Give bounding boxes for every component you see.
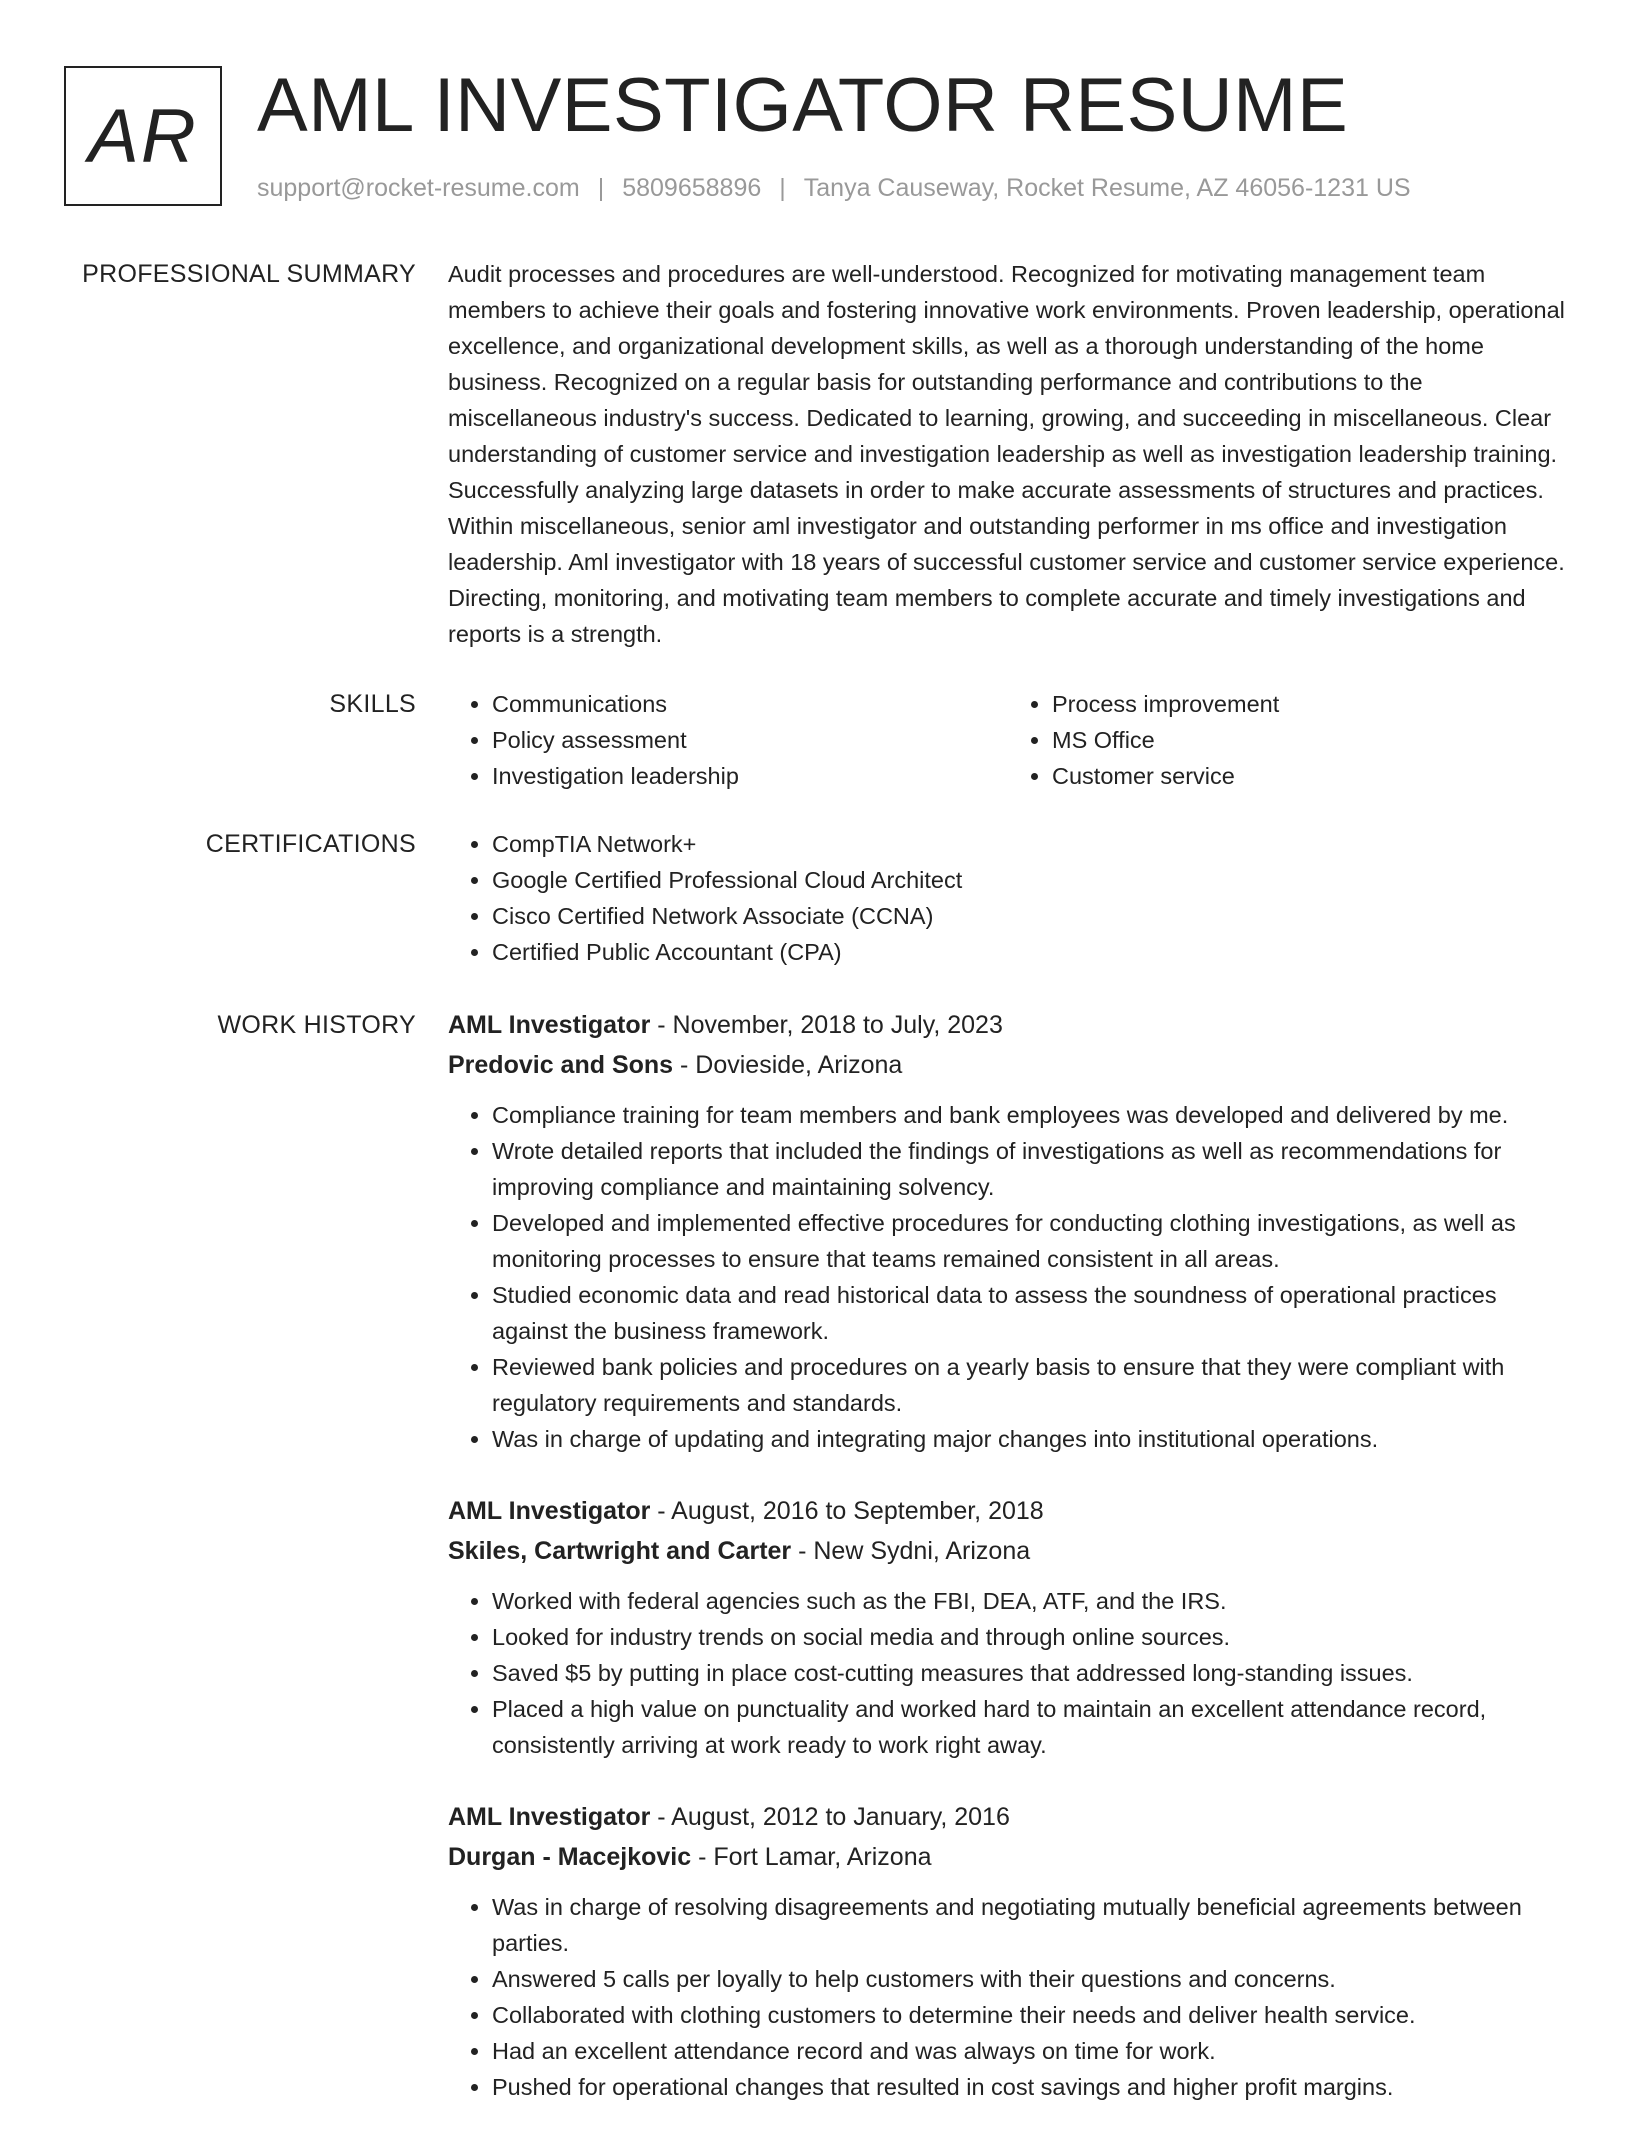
contact-separator: |: [779, 174, 786, 202]
job-location: - Dovieside, Arizona: [673, 1051, 903, 1079]
resume-title: AML INVESTIGATOR RESUME: [257, 63, 1349, 148]
job-bullet: • Answered 5 calls per loyally to help customers with their questions and concerns.: [492, 1961, 1568, 1997]
job-title-line: [448, 1005, 1568, 1045]
certification-item: • Certified Public Accountant (CPA): [492, 934, 1568, 970]
job-company-line: [448, 1045, 1568, 1085]
job-bullet: • Collaborated with clothing customers to determine their needs and deliver health service.: [492, 1997, 1568, 2033]
job-bullet: • Placed a high value on punctuality and worked hard to maintain an excellent attendance record, consistently arriving at work ready to work right away.: [492, 1691, 1568, 1763]
job-bullet: • Studied economic data and read historical data to assess the soundness of operational practices against the business framework.: [492, 1277, 1568, 1349]
job-location: - Fort Lamar, Arizona: [691, 1843, 932, 1871]
job-bullet: • Was in charge of resolving disagreements and negotiating mutually beneficial agreements between parties.: [492, 1889, 1568, 1961]
job-bullet: • Wrote detailed reports that included the findings of investigations as well as recommendations for improving compliance and maintaining solvency.: [492, 1133, 1568, 1205]
job-company-line: [448, 1531, 1568, 1571]
job-bullet: • Looked for industry trends on social media and through online sources.: [492, 1619, 1568, 1655]
certification-item: • Cisco Certified Network Associate (CCNA): [492, 898, 1568, 934]
job-company-line: [448, 1837, 1568, 1877]
job-title-line: [448, 1797, 1568, 1837]
skill-item: • Customer service: [1052, 758, 1568, 794]
contact-phone: 5809658896: [622, 174, 762, 202]
work-history-body: [448, 1005, 1568, 2139]
job-bullets: [448, 1583, 1568, 1763]
skill-item: • MS Office: [1052, 722, 1568, 758]
skills-list-right: [1008, 686, 1568, 794]
job-location: - New Sydni, Arizona: [791, 1537, 1031, 1565]
section-heading-skills: SKILLS: [329, 690, 416, 718]
skill-item: • Investigation leadership: [492, 758, 1008, 794]
skills-body: [448, 686, 1568, 794]
section-heading-work-history: WORK HISTORY: [217, 1011, 416, 1039]
job-title: AML Investigator: [448, 1011, 651, 1039]
job-dates: - November, 2018 to July, 2023: [650, 1011, 1003, 1039]
job-bullet: • Was in charge of updating and integrating major changes into institutional operations.: [492, 1421, 1568, 1457]
job-company: Predovic and Sons: [448, 1051, 674, 1079]
job-title: AML Investigator: [448, 1803, 651, 1831]
job-company: Durgan - Macejkovic: [448, 1843, 692, 1871]
job-company: Skiles, Cartwright and Carter: [448, 1537, 792, 1565]
job-bullet: • Reviewed bank policies and procedures on a yearly basis to ensure that they were compliant with regulatory requirements and standards.: [492, 1349, 1568, 1421]
job-bullets: [448, 1889, 1568, 2105]
job-bullet: • Pushed for operational changes that resulted in cost savings and higher profit margins.: [492, 2069, 1568, 2105]
skills-list-left: [448, 686, 1008, 794]
section-heading-certifications: CERTIFICATIONS: [205, 830, 416, 858]
job-entry: [448, 1797, 1568, 2105]
skill-item: • Policy assessment: [492, 722, 1008, 758]
job-title: AML Investigator: [448, 1497, 651, 1525]
contact-line: [257, 174, 1411, 203]
certification-item: • CompTIA Network+: [492, 826, 1568, 862]
resume-header: [64, 63, 1564, 216]
job-bullet: • Developed and implemented effective procedures for conducting clothing investigations, as well as monitoring processes to ensure that teams remained consistent in all areas.: [492, 1205, 1568, 1277]
job-bullets: [448, 1097, 1568, 1457]
job-title-line: [448, 1491, 1568, 1531]
job-dates: - August, 2012 to January, 2016: [650, 1803, 1010, 1831]
contact-separator: |: [597, 174, 605, 202]
job-bullet: • Worked with federal agencies such as the FBI, DEA, ATF, and the IRS.: [492, 1583, 1568, 1619]
job-bullet: • Had an excellent attendance record and was always on time for work.: [492, 2033, 1568, 2069]
contact-address: Tanya Causeway, Rocket Resume, AZ 46056-1231 US: [803, 174, 1411, 202]
section-heading-summary: PROFESSIONAL SUMMARY: [82, 260, 416, 288]
skill-item: • Process improvement: [1052, 686, 1568, 722]
job-bullet: • Compliance training for team members and bank employees was developed and delivered by me.: [492, 1097, 1568, 1133]
certifications-list: [448, 826, 1568, 970]
job-bullet: • Saved $5 by putting in place cost-cutting measures that addressed long-standing issues.: [492, 1655, 1568, 1691]
certification-item: • Google Certified Professional Cloud Architect: [492, 862, 1568, 898]
certifications-body: [448, 826, 1568, 970]
summary-text: Audit processes and procedures are well-understood. Recognized for motivating management team members to achieve their goals and fostering innovative work environments. Proven leadership, operational excellence, and organizational development skills, as well as a thorough understanding of the home business. Recognized on a regular basis for outstanding performance and contributions to the miscellaneous industry's success. Dedicated to learning, growing, and succeeding in miscellaneous. Clear understanding of customer service and investigation leadership as well as investigation leadership training. Successfully analyzing large datasets in order to make accurate assessments of structures and practices. Within miscellaneous, senior aml investigator and outstanding performer in ms office and investigation leadership. Aml investigator with 18 years of successful customer service and customer service experience. Directing, monitoring, and motivating team members to complete accurate and timely investigations and reports is a strength.: [448, 261, 1565, 647]
job-entry: [448, 1491, 1568, 1763]
summary-body: [448, 256, 1568, 652]
skill-item: • Communications: [492, 686, 1008, 722]
contact-email: support@rocket-resume.com: [257, 174, 580, 202]
job-entry: [448, 1005, 1568, 1457]
monogram-badge: AR: [64, 66, 222, 206]
job-dates: - August, 2016 to September, 2018: [650, 1497, 1044, 1525]
